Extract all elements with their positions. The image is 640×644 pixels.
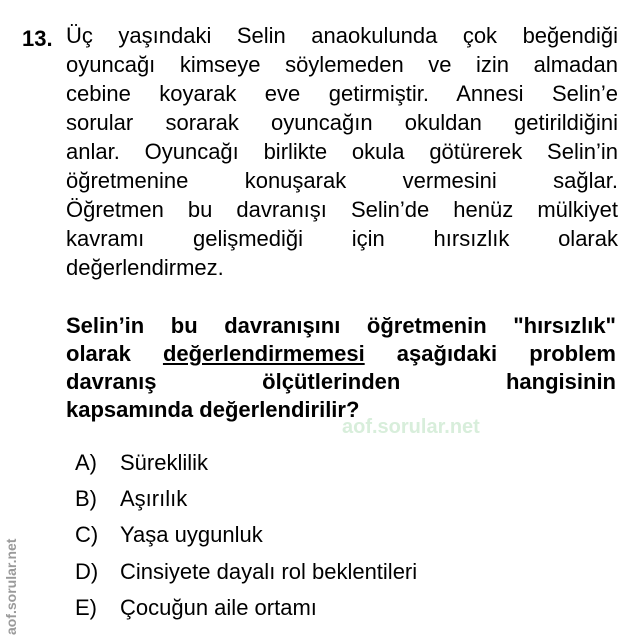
option-text: Çocuğun aile ortamı [120, 595, 317, 620]
option-text: Süreklilik [120, 450, 209, 475]
option-letter: B) [75, 486, 97, 511]
question-line: Selin’in bu davranışını öğretmenin "hırsızlık" [66, 313, 616, 338]
option-d[interactable] [75, 558, 417, 586]
body-line: Üç yaşındaki Selin anaokulunda çok beğendiği [66, 23, 618, 48]
body-line: kavramı gelişmediği için hırsızlık olarak [66, 226, 618, 251]
question-line: davranış ölçütlerinden hangisinin [66, 369, 616, 394]
option-letter: A) [75, 450, 97, 475]
watermark: aof.sorular.net [342, 416, 480, 438]
body-line: değerlendirmez. [66, 255, 224, 280]
option-e[interactable] [75, 594, 317, 622]
option-letter: C) [75, 522, 99, 547]
side-watermark: aof.sorular.net [3, 538, 19, 635]
option-letter: E) [75, 595, 97, 620]
question-line: kapsamında değerlendirilir? [66, 397, 360, 422]
question-number: 13. [22, 26, 53, 51]
option-letter: D) [75, 559, 99, 584]
body-line: oyuncağı kimseye söylemeden ve izin almadan [66, 52, 618, 77]
option-b[interactable] [75, 485, 187, 513]
question-text: olarak [66, 341, 163, 366]
question-text: aşağıdaki problem [364, 341, 616, 366]
option-text: Aşırılık [120, 486, 188, 511]
underlined-keyword: değerlendirmemesi [162, 341, 365, 366]
body-line: öğretmenine konuşarak vermesini sağlar. [66, 168, 618, 193]
question-line [66, 340, 616, 368]
option-text: Yaşa uygunluk [120, 522, 263, 547]
option-text: Cinsiyete dayalı rol beklentileri [120, 559, 418, 584]
body-line: Öğretmen bu davranışı Selin’de henüz mülkiyet [66, 197, 618, 222]
option-a[interactable] [75, 449, 208, 477]
body-line: sorular sorarak oyuncağın okuldan getirildiğini [66, 110, 618, 135]
option-c[interactable] [75, 521, 263, 549]
body-line: anlar. Oyuncağı birlikte okula götürerek Selin’in [66, 139, 618, 164]
body-line: cebine koyarak eve getirmiştir. Annesi Selin’e [66, 81, 618, 106]
